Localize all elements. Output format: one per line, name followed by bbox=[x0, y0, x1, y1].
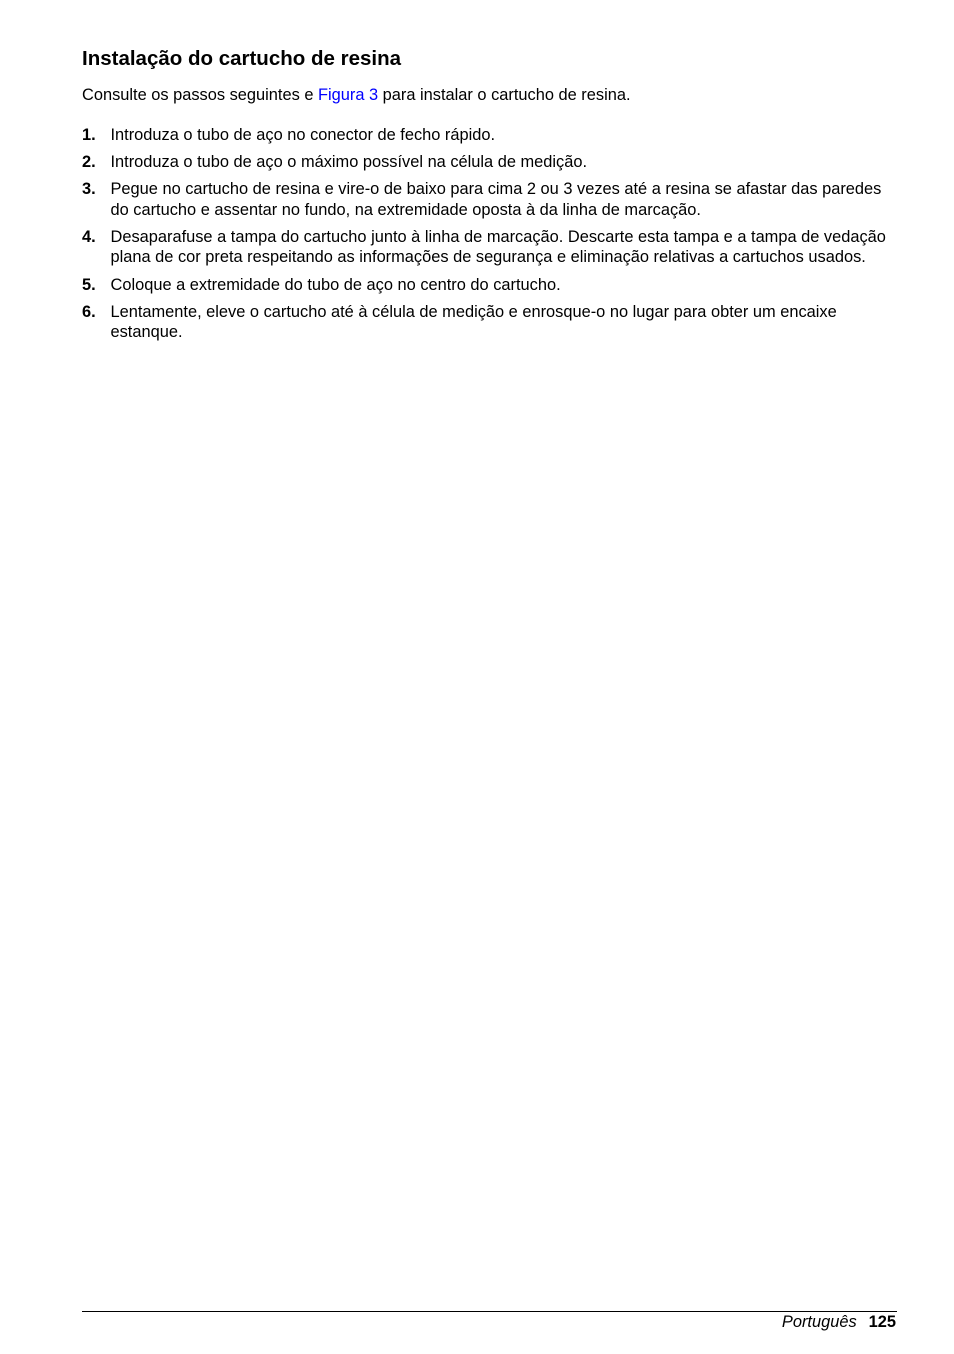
step-text: Lentamente, eleve o cartucho até à célula de medição e enrosque-o no lugar para obter um encaixe estanque. bbox=[110, 302, 837, 342]
step-text: Pegue no cartucho de resina e vire-o de baixo para cima 2 ou 3 vezes até a resina se afastar das paredes do cartucho e assentar no fundo, na extremidade oposta à da linha de marcação. bbox=[110, 180, 882, 219]
step-number: 1. bbox=[82, 126, 96, 144]
intro-text-after: para instalar o cartucho de resina. bbox=[378, 86, 631, 104]
step-item bbox=[82, 152, 896, 173]
figure-link[interactable]: Figura 3 bbox=[317, 86, 379, 104]
step-number: 3. bbox=[82, 180, 96, 199]
step-number: 4. bbox=[82, 227, 96, 246]
step-number: 6. bbox=[82, 302, 96, 321]
step-item bbox=[82, 275, 896, 296]
steps-list bbox=[82, 125, 896, 349]
step-text: Introduza o tubo de aço no conector de fecho rápido. bbox=[110, 126, 496, 144]
page-number: 125 bbox=[868, 1313, 896, 1331]
step-item bbox=[82, 179, 896, 220]
step-text: Introduza o tubo de aço o máximo possível na célula de medição. bbox=[110, 153, 588, 172]
step-text: Coloque a extremidade do tubo de aço no centro do cartucho. bbox=[110, 275, 561, 294]
page-footer bbox=[782, 1312, 896, 1332]
section-title: Instalação do cartucho de resina bbox=[82, 47, 401, 70]
intro-paragraph bbox=[82, 85, 631, 105]
step-item bbox=[82, 125, 896, 146]
step-number: 2. bbox=[82, 153, 96, 172]
footer-language: Português bbox=[781, 1313, 857, 1331]
step-text: Desaparafuse a tampa do cartucho junto à linha de marcação. Descarte esta tampa e a tampa de vedação plana de cor preta respeitando as informações de segurança e eliminação relativas a cartuchos usados. bbox=[110, 227, 886, 267]
step-item bbox=[82, 227, 896, 268]
intro-text-before: Consulte os passos seguintes e bbox=[82, 86, 318, 104]
footer-divider bbox=[82, 1311, 897, 1312]
step-number: 5. bbox=[82, 275, 96, 294]
step-item bbox=[82, 302, 896, 343]
